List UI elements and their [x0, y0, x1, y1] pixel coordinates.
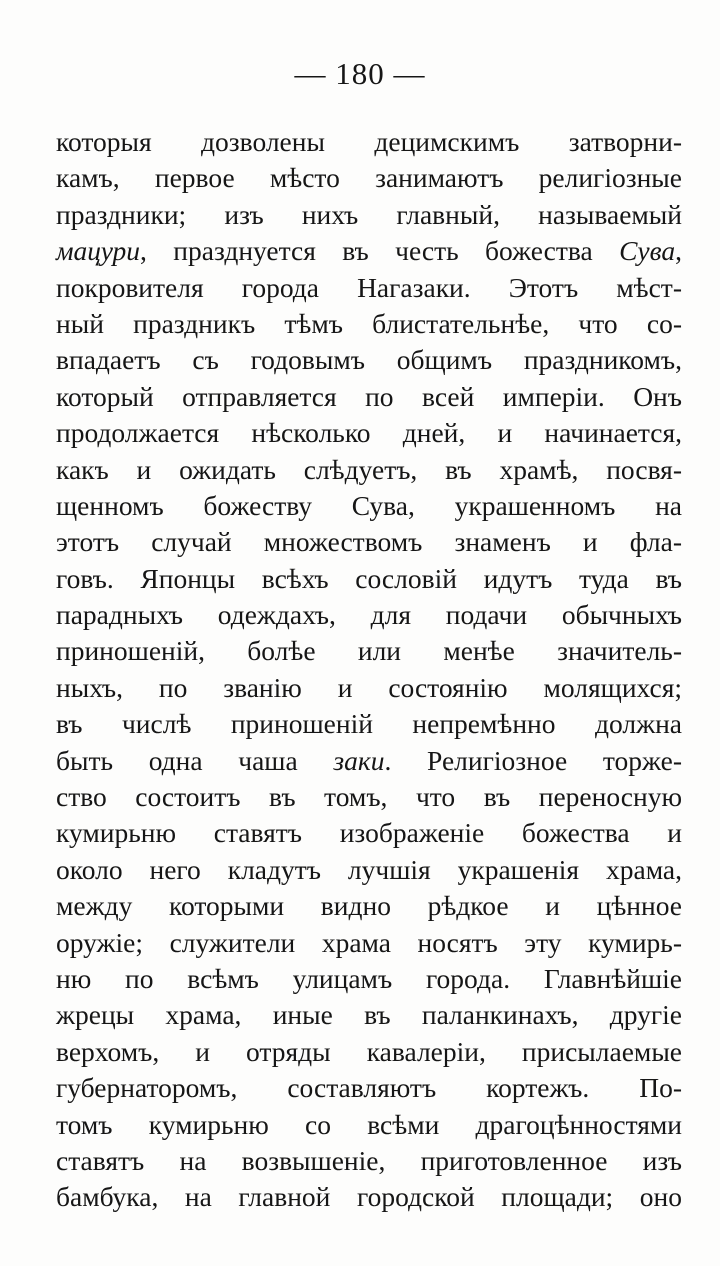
text-line — [56, 1107, 682, 1143]
text-line — [56, 379, 682, 415]
text-segment: впадаетъ съ годовымъ общимъ праздникомъ, — [56, 344, 682, 376]
text-line — [56, 233, 682, 269]
text-segment: какъ и ожидать слѣдуетъ, въ храмѣ, посвя- — [56, 453, 682, 485]
text-line — [56, 925, 682, 961]
text-segment: говъ. Японцы всѣхъ сословій идутъ туда въ — [56, 562, 682, 594]
text-line — [56, 597, 682, 633]
text-segment: , — [675, 235, 682, 267]
italic-term: заки — [333, 744, 385, 776]
text-line — [56, 561, 682, 597]
text-segment: продолжается нѣсколько дней, и начинается, — [56, 417, 682, 449]
text-line — [56, 524, 682, 560]
text-line — [56, 1179, 682, 1215]
text-segment: кумирьню ставятъ изображеніе божества и — [56, 817, 682, 849]
italic-term: Сува — [619, 235, 676, 267]
page-number: — 180 — — [294, 56, 426, 91]
text-segment: между которыми видно рѣдкое и цѣнное — [56, 890, 682, 922]
body-text — [56, 124, 682, 1216]
text-line — [56, 961, 682, 997]
text-segment: въ числѣ приношеній непремѣнно должна — [56, 708, 682, 740]
text-segment: быть одна чаша — [56, 744, 334, 776]
text-segment: покровителя города Нагазаки. Этотъ мѣст- — [56, 271, 682, 303]
text-segment: ство состоитъ въ томъ, что въ переносную — [56, 781, 682, 813]
text-segment: щенномъ божеству Сува, украшенномъ на — [56, 489, 682, 521]
text-line — [56, 779, 682, 815]
text-line — [56, 415, 682, 451]
text-line — [56, 815, 682, 851]
text-line — [56, 270, 682, 306]
text-segment: томъ кумирьню со всѣми драгоцѣнностями — [56, 1108, 682, 1140]
text-segment: праздники; изъ нихъ главный, называемый — [56, 198, 682, 230]
text-segment: камъ, первое мѣсто занимаютъ религіозные — [56, 162, 682, 194]
text-line — [56, 197, 682, 233]
text-line — [56, 1034, 682, 1070]
text-line — [56, 743, 682, 779]
text-segment: приношеній, болѣе или менѣе значитель- — [56, 635, 682, 667]
text-line — [56, 160, 682, 196]
text-line — [56, 1070, 682, 1106]
text-segment: ню по всѣмъ улицамъ города. Главнѣйшіе — [56, 962, 682, 994]
text-segment: ставятъ на возвышеніе, приготовленное изъ — [56, 1144, 682, 1176]
text-line — [56, 124, 682, 160]
text-line — [56, 997, 682, 1033]
text-line — [56, 670, 682, 706]
text-segment: жрецы храма, иные въ паланкинахъ, другіе — [56, 999, 682, 1031]
text-line — [56, 342, 682, 378]
text-segment: верхомъ, и отряды кавалеріи, присылаемые — [56, 1035, 682, 1067]
text-segment: который отправляется по всей имперіи. Онъ — [56, 380, 682, 412]
text-line — [56, 706, 682, 742]
text-line — [56, 633, 682, 669]
text-segment: парадныхъ одеждахъ, для подачи обычныхъ — [56, 599, 682, 631]
text-segment: бамбука, на главной городской площади; оно — [56, 1181, 682, 1213]
text-segment: этотъ случай множествомъ знаменъ и фла- — [56, 526, 682, 558]
text-segment: ный праздникъ тѣмъ блистательнѣе, что со- — [56, 307, 682, 339]
text-segment: оружіе; служители храма носятъ эту кумирь- — [56, 926, 682, 958]
text-line — [56, 452, 682, 488]
text-line — [56, 306, 682, 342]
text-line — [56, 1143, 682, 1179]
text-line — [56, 488, 682, 524]
text-segment: ныхъ, по званію и состоянію молящихся; — [56, 671, 682, 703]
text-segment: которыя дозволены децимскимъ затворни- — [56, 126, 682, 157]
text-segment: . Религіозное торже- — [384, 744, 682, 776]
text-segment: губернаторомъ, составляютъ кортежъ. По- — [56, 1072, 682, 1104]
text-segment: около него кладутъ лучшія украшенія храма, — [56, 853, 682, 885]
text-line — [56, 852, 682, 888]
text-line — [56, 888, 682, 924]
text-segment: , празднуется въ честь божества — [140, 235, 620, 267]
italic-term: мацури — [56, 235, 141, 267]
